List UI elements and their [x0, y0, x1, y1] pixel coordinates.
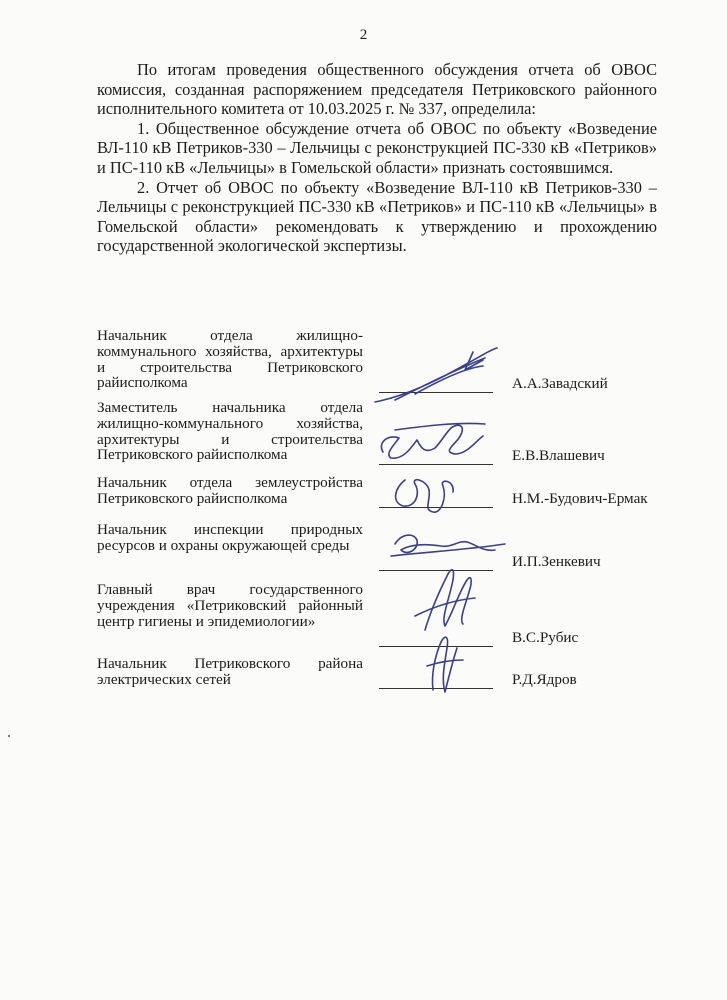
- signatory-name: Р.Д.Ядров: [512, 671, 577, 689]
- signatory-position: Начальник Петриковского района электрических сетей: [97, 655, 363, 688]
- signature-row: [97, 522, 677, 570]
- signature-line: [379, 464, 493, 465]
- decision-item-2: 2. Отчет об ОВОС по объекту «Возведение ВЛ-110 кВ Петриков-330 – Лельчицы с реконструкцией ПС-330 кВ «Петриков» и ПС-110 кВ «Лельчицы» в Гомельской области» рекомендовать к утверждению и прохождению государственной экологической экспертизы.: [97, 177, 657, 256]
- decision-item-1: 1. Общественное обсуждение отчета об ОВОС по объекту «Возведение ВЛ-110 кВ Петриков-330 – Лельчицы с реконструкцией ПС-330 кВ «Петриков» и ПС-110 кВ «Лельчицы» в Гомельской области» признать состоявшимся.: [97, 118, 657, 177]
- signatory-position: Начальник инспекции природных ресурсов и охраны окружающей среды: [97, 521, 363, 554]
- signatory-name: В.С.Рубис: [512, 629, 579, 647]
- signatory-position: Главный врач государственного учреждения «Петриковский районный центр гигиены и эпидемиологии»: [97, 581, 363, 630]
- signature-line: [379, 507, 493, 508]
- signatory-position: Заместитель начальника отдела жилищно-коммунального хозяйства, архитектуры и строительства Петриковского райисполкома: [97, 399, 363, 464]
- intro-paragraph: По итогам проведения общественного обсуждения отчета об ОВОС комиссия, созданная распоряжением председателя Петриковского районного исполнительного комитета от 10.03.2025 г. № 337, определила:: [97, 60, 657, 119]
- signature-line: [379, 688, 493, 689]
- signature-row: [97, 582, 677, 646]
- signature-row: [97, 475, 677, 507]
- scan-speck: [8, 735, 10, 737]
- signatory-position: Начальник отдела землеустройства Петриковского райисполкома: [97, 474, 363, 507]
- signatory-name: Н.М.-Будович-Ермак: [512, 490, 648, 508]
- signature-line: [379, 392, 493, 393]
- body-text: [97, 60, 657, 256]
- signature-line: [379, 646, 493, 647]
- signature-line: [379, 570, 493, 571]
- signature-block: [97, 328, 677, 688]
- signatory-name: А.А.Завадский: [512, 375, 608, 393]
- signatory-position: Начальник отдела жилищно-коммунального хозяйства, архитектуры и строительства Петриковского райисполкома: [97, 327, 363, 392]
- signatory-name: И.П.Зенкевич: [512, 553, 601, 571]
- signature-row: [97, 400, 677, 464]
- signature-row: [97, 656, 677, 688]
- signatory-name: Е.В.Влашевич: [512, 447, 605, 465]
- page-number: 2: [359, 27, 368, 43]
- signature-row: [97, 328, 677, 392]
